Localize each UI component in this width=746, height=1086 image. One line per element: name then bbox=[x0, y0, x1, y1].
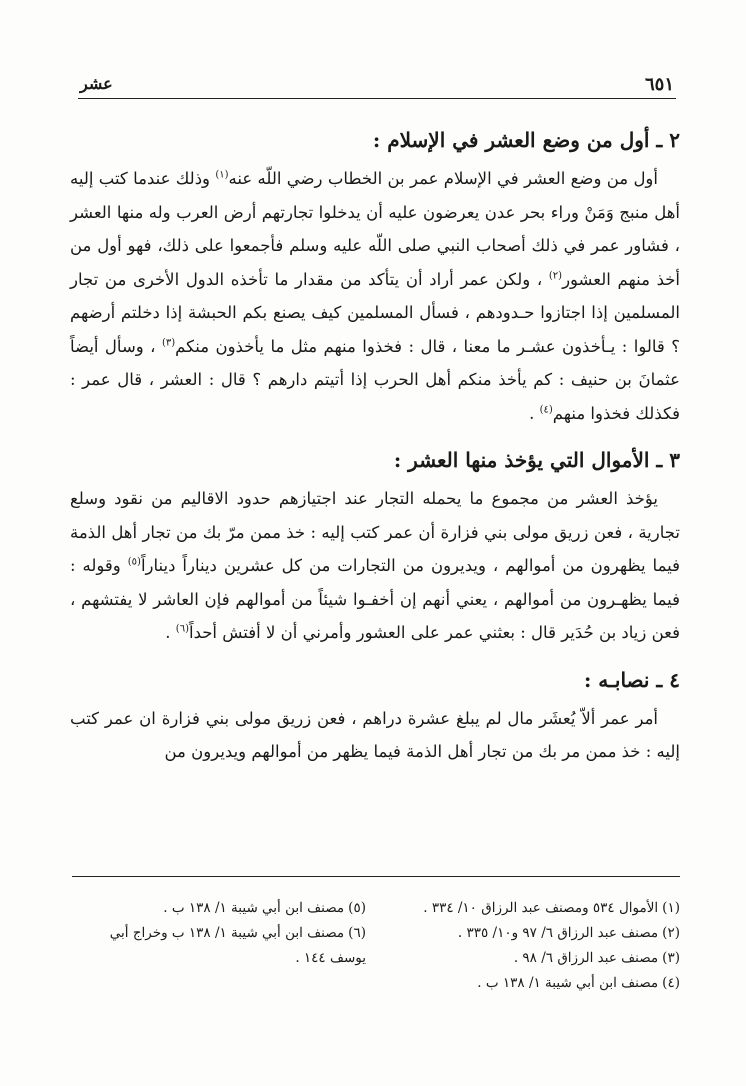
footnote-ref: (٥) bbox=[127, 556, 141, 568]
footnote-number: (١) bbox=[662, 900, 680, 916]
section-heading-nisab: ٤ ـ نصابـه : bbox=[583, 667, 680, 692]
footnote-number: (٣) bbox=[662, 950, 680, 966]
footnote-number: (٢) bbox=[662, 925, 680, 941]
footnote bbox=[72, 896, 366, 921]
footnotes-right-column bbox=[386, 896, 680, 996]
footnote-ref: (٦) bbox=[175, 623, 189, 635]
footnote bbox=[72, 921, 366, 971]
paragraph-text: ، وسأل أيضاً عثمانَ بن حنيف : كم يأخذ منكم أهل الحرب إذا أتيتم دارهم ؟ قال : العشر ، قال عمر : فكذلك فخذوا منهم bbox=[70, 336, 680, 423]
running-title: عشر bbox=[80, 74, 113, 93]
footnote-ref: (٣) bbox=[161, 337, 176, 348]
footnote-text: مصنف عبد الرزاق ٦/ ٩٧ و١٠/ ٣٣٥ . bbox=[457, 925, 659, 941]
main-text bbox=[70, 122, 680, 781]
paragraph-text: يؤخذ العشر من مجموع ما يحمله التجار عند اجتيازهم حدود الاقاليم من نقود وسلع تجارية ، فعن زريق مولى بني فزارة أن عمر كتب إليه : خذ ممن مرّ بك من تجار أهل الذمة فيما يظهرون من أموالهم ، ويديرون من التجارات من كل عشرين ديناراً ديناراً bbox=[70, 489, 680, 575]
footnote-number: (٦) bbox=[348, 925, 366, 941]
footnote-text: مصنف عبد الرزاق ٦/ ٩٨ . bbox=[513, 950, 659, 966]
footnotes bbox=[72, 896, 680, 996]
paragraph-text: وقوله : فيما يظهـرون من أموالهم ، يعني أنهم إن أخفـوا شيئاً من أموالهم فإن العاشر لا يفتشهم ، فعن زياد بن حُدَير قال : بعثني عمر على العشور وأمرني أن لا أفتش أحداً bbox=[70, 556, 680, 642]
footnote-ref: (١) bbox=[215, 169, 229, 181]
page-number: ٦٥١ bbox=[644, 74, 674, 95]
footnote-ref: (٢) bbox=[548, 270, 563, 281]
footnote-text: مصنف ابن أبي شيبة ١/ ١٣٨ ب وخراج أبي يوسف ١٤٤ . bbox=[109, 925, 366, 966]
footnote bbox=[386, 921, 680, 946]
section-heading-taxable-wealth: ٣ ـ الأموال التي يؤخذ منها العشر : bbox=[393, 448, 680, 472]
footnote-number: (٥) bbox=[348, 900, 366, 916]
paragraph-text: وذلك عندما كتب إليه أهل منبج وَمَنْ وراء بحر عدن يعرضون عليه أن يدخلوا تجارتهم أرض العرب وله منها العشر ، فشاور عمر في ذلك أصحاب النبي صلى اللّه عليه وسلم فأجمعوا على ذلك، فهو أول من أخذ منهم العشور bbox=[70, 169, 681, 289]
footnote-text: الأموال ٥٣٤ ومصنف عبد الرزاق ١٠/ ٣٣٤ . bbox=[423, 900, 659, 916]
page-header bbox=[78, 72, 676, 99]
footnote-number: (٤) bbox=[662, 975, 680, 991]
section-paragraph-first-tithe bbox=[70, 162, 680, 430]
paragraph-text: . bbox=[165, 623, 171, 642]
footnote bbox=[386, 896, 680, 921]
footnote-text: مصنف ابن أبي شيبة ١/ ١٣٨ ب . bbox=[163, 900, 345, 916]
section-paragraph-nisab: أمر عمر ألاّ يُعشَر مال لم يبلغ عشرة دراهم ، فعن زريق مولى بني فزارة ان عمر كتب إليه : خذ ممن مر بك من تجار أهل الذمة فيما يظهر من أموالهم ويديرون من bbox=[70, 708, 680, 761]
section-paragraph-taxable-wealth bbox=[70, 482, 680, 650]
paragraph-text: ، ولكن عمر أراد أن يتأكد من مقدار ما تأخذه الدول الأخرى من تجار المسلمين إذا اجتازوا حـدودهم ، فسأل المسلمين كيف يصنع بكم الحبشة إذا دخلتم أرضهم ؟ قالوا : يـأخذون عشـر ما معنا ، قال : فخذوا منهم مثل ما يأخذون منكم bbox=[70, 269, 681, 356]
footnote-divider bbox=[72, 876, 680, 877]
footnote bbox=[386, 971, 680, 996]
paragraph-text: . bbox=[529, 403, 535, 423]
footnotes-left-column bbox=[72, 896, 366, 996]
footnote-text: مصنف ابن أبي شيبة ١/ ١٣٨ ب . bbox=[477, 975, 659, 991]
footnote bbox=[386, 946, 680, 971]
footnote-ref: (٤) bbox=[539, 404, 553, 415]
paragraph-text: أول من وضع العشر في الإسلام عمر بن الخطاب رضي اللّه عنه bbox=[228, 169, 658, 188]
section-heading-first-tithe: ٢ ـ أول من وضع العشر في الإسلام : bbox=[372, 128, 680, 152]
